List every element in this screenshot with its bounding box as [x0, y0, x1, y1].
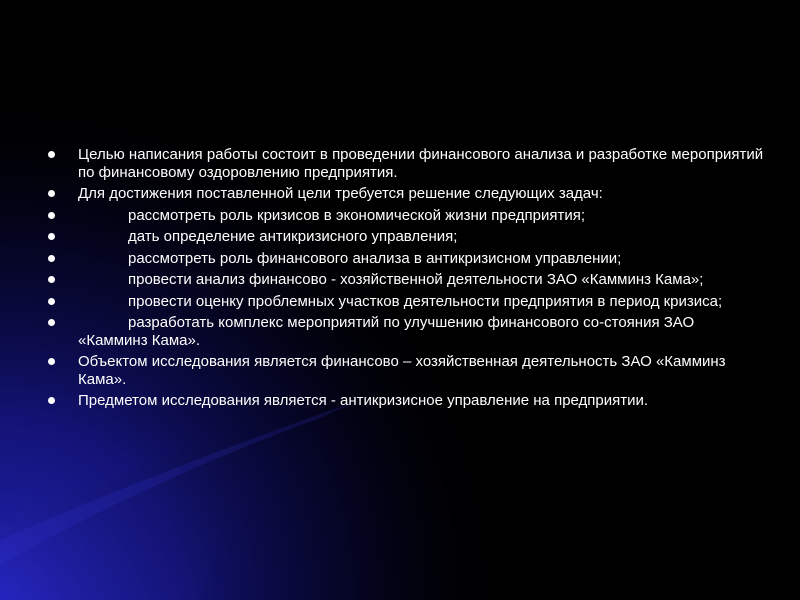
list-item [46, 185, 766, 203]
item-text: разработать комплекс мероприятий по улучшению финансового со-стояния ЗАО «Камминз Кама». [78, 314, 695, 349]
bullet-dot-icon [48, 276, 55, 283]
bullet-dot-icon [48, 190, 55, 197]
item-text: рассмотреть роль финансового анализа в антикризисном управлении; [128, 249, 622, 267]
list-item [46, 146, 766, 181]
list-item [46, 250, 766, 268]
bullet-dot-icon [48, 233, 55, 240]
list-item [46, 228, 766, 246]
item-text: рассмотреть роль кризисов в экономической жизни предприятия; [128, 206, 586, 224]
bullet-dot-icon [48, 151, 55, 158]
item-text: Объектом исследования является финансово – хозяйственная деятельность ЗАО «Камминз Кама». [78, 353, 726, 388]
item-text: Для достижения поставленной цели требуется решение следующих задач: [78, 185, 603, 202]
bullet-dot-icon [48, 319, 55, 326]
item-text: Предметом исследования является - антикризисное управление на предприятии. [78, 392, 649, 409]
list-item [46, 353, 766, 388]
bullet-dot-icon [48, 298, 55, 305]
list-item [46, 392, 766, 410]
bullet-dot-icon [48, 212, 55, 219]
list-item [46, 271, 766, 289]
list-item [46, 293, 766, 311]
list-item [46, 314, 766, 349]
bullet-dot-icon [48, 255, 55, 262]
bullet-dot-icon [48, 358, 55, 365]
bullet-list [46, 146, 766, 414]
item-text: дать определение антикризисного управления; [128, 228, 458, 245]
item-text: Целью написания работы состоит в проведении финансового анализа и разработке мероприятий по финансовому оздоровлению предприятия. [78, 146, 764, 181]
item-text: провести анализ финансово - хозяйственной деятельности ЗАО «Камминз Кама»; [128, 271, 704, 288]
bullet-dot-icon [48, 397, 55, 404]
item-text: провести оценку проблемных участков деятельности предприятия в период кризиса; [128, 292, 723, 310]
list-item [46, 207, 766, 225]
